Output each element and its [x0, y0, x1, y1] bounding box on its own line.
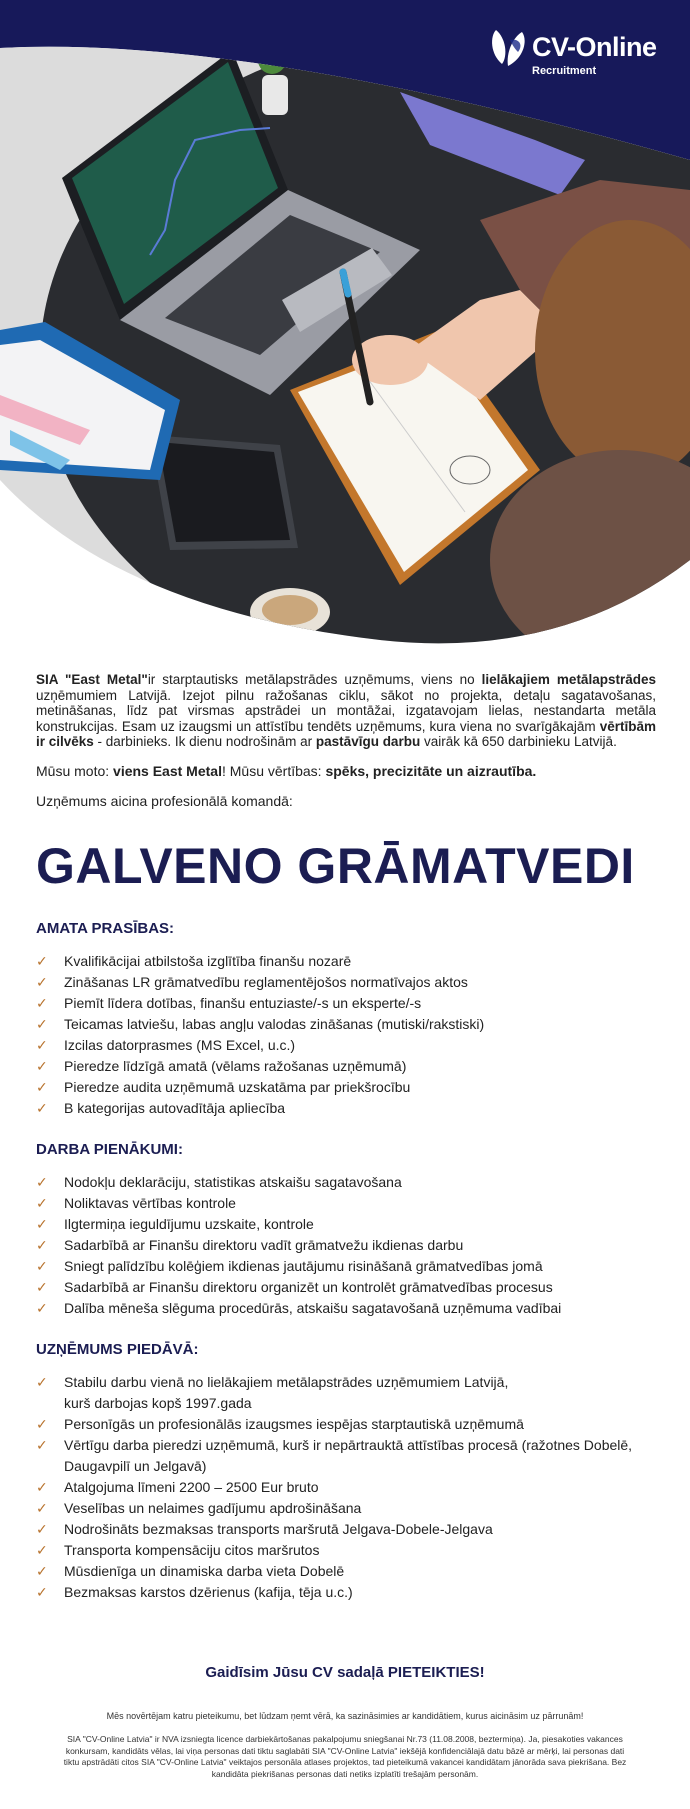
list-item: ✓ Vērtīgu darba pieredzi uzņēmumā, kurš ir nepārtrauktā attīstības procesā (ražotnes Dobelē, Daugavpilī un Jelgavā) — [36, 1436, 633, 1474]
invite-text: Uzņēmums aicina profesionālā komandā: — [36, 792, 293, 809]
check-icon: ✓ — [36, 1194, 48, 1211]
company-motto: Mūsu moto: viens East Metal! Mūsu vērtības: spēks, precizitāte un aizrautība. — [36, 762, 537, 779]
list-item: ✓ Personīgās un profesionālās izaugsmes iespējas starptautiskā uzņēmumā — [36, 1414, 656, 1435]
list-item: ✓ Mūsdienīga un dinamiska darba vieta Dobelē — [36, 1561, 656, 1582]
check-icon: ✓ — [36, 1583, 48, 1600]
list-item: ✓ Sniegt palīdzību kolēģiem ikdienas jautājumu risināšanā grāmatvedības jomā — [36, 1256, 656, 1277]
offers-heading: UZŅĒMUMS PIEDĀVĀ: — [36, 1340, 199, 1358]
cv-online-logo — [488, 24, 658, 80]
check-icon: ✓ — [36, 1099, 48, 1116]
list-item: ✓ Transporta kompensāciju citos maršrutos — [36, 1540, 656, 1561]
company-intro: SIA "East Metal"ir starptautisks metālapstrādes uzņēmums, viens no lielākajiem metālapstrādes uzņēmumiem Latvijā. Izejot pilnu ražošanas ciklu, sākot no projekta, detaļu sagatavošanas, metināšanas, līdz pat virsmas apstrādei un montāžai, izgatavojam lielas, nestandarta metāla konstrukcijas. Esam uz izaugsmi un attīstību tendēts uzņēmums, kura viena no svarīgākajām vērtībām ir cilvēks - darbinieks. Ik dienu nodrošinām ar pastāvīgu darbu vairāk kā 650 darbinieku Latvijā. — [36, 672, 656, 749]
duties-list — [36, 1172, 656, 1319]
list-item: ✓ Nodrošināts bezmaksas transports maršrutā Jelgava-Dobele-Jelgava — [36, 1519, 656, 1540]
list-item: ✓ Bezmaksas karstos dzērienus (kafija, tēja u.c.) — [36, 1582, 656, 1603]
job-title: GALVENO GRĀMATVEDI — [36, 837, 635, 894]
logo-subtitle: Recruitment — [532, 65, 597, 77]
footer-note: Mēs novērtējam katru pieteikumu, bet lūdzam ņemt vērā, ka sazināsimies ar kandidātiem, kurus aicināsim uz pārrunām! — [106, 1711, 584, 1721]
list-item: ✓ Sadarbībā ar Finanšu direktoru vadīt grāmatvežu ikdienas darbu — [36, 1235, 656, 1256]
logo-mark-icon — [488, 26, 528, 68]
check-icon: ✓ — [36, 952, 48, 969]
check-icon: ✓ — [36, 994, 48, 1011]
check-icon: ✓ — [36, 1173, 48, 1190]
check-icon: ✓ — [36, 973, 48, 990]
check-icon: ✓ — [36, 1478, 48, 1495]
requirements-heading: AMATA PRASĪBAS: — [36, 919, 175, 937]
check-icon: ✓ — [36, 1520, 48, 1537]
check-icon: ✓ — [36, 1057, 48, 1074]
list-item: ✓ Sadarbībā ar Finanšu direktoru organizēt un kontrolēt grāmatvedības procesus — [36, 1277, 656, 1298]
check-icon: ✓ — [36, 1562, 48, 1579]
check-icon: ✓ — [36, 1278, 48, 1295]
check-icon: ✓ — [36, 1257, 48, 1274]
apply-call-to-action: Gaidīsim Jūsu CV sadaļā PIETEIKTIES! — [205, 1664, 485, 1681]
list-item: ✓ Veselības un nelaimes gadījumu apdrošināšana — [36, 1498, 656, 1519]
check-icon: ✓ — [36, 1015, 48, 1032]
offers-list — [36, 1372, 656, 1603]
list-item: ✓ Pieredze līdzīgā amatā (vēlams ražošanas uzņēmumā) — [36, 1056, 656, 1077]
check-icon: ✓ — [36, 1036, 48, 1053]
check-icon: ✓ — [36, 1436, 48, 1453]
job-ad-content — [36, 672, 656, 1603]
check-icon: ✓ — [36, 1415, 48, 1432]
footer-legal: SIA "CV-Online Latvia" ir NVA izsniegta licence darbiekārtošanas pakalpojumu sniegšanai Nr.73 (11.08.2008, beztermiņa). Ja, piesakoties vakances konkursam, kandidāts vēlas, lai viņa personas dati tiktu saglabāti SIA "CV-Online Latvia" iekšējā konfidenciālajā datu bāzē ar mērķi, lai personas dati tiktu apstrādāti citos SIA "CV-Online Latvia" veiktajos personāla atlases projektos, tad pieteikumā vakancei kandidātam jānorāda sava piekrišana. Bez kandidāta piekrišanas personas dati netiks izplatīti trešajām personām. — [63, 1734, 627, 1779]
check-icon: ✓ — [36, 1499, 48, 1516]
list-item: ✓ Ilgtermiņa ieguldījumu uzskaite, kontrole — [36, 1214, 656, 1235]
company-name: SIA "East Metal" — [36, 672, 148, 687]
list-item: ✓ Nodokļu deklarāciju, statistikas atskaišu sagatavošana — [36, 1172, 656, 1193]
list-item: ✓ Izcilas datorprasmes (MS Excel, u.c.) — [36, 1035, 656, 1056]
check-icon: ✓ — [36, 1373, 48, 1390]
check-icon: ✓ — [36, 1541, 48, 1558]
check-icon: ✓ — [36, 1215, 48, 1232]
list-item: ✓ Piemīt līdera dotības, finanšu entuziaste/-s un eksperte/-s — [36, 993, 656, 1014]
list-item: ✓ Kvalifikācijai atbilstoša izglītība finanšu nozarē — [36, 951, 656, 972]
list-item: ✓ Atalgojuma līmeni 2200 – 2500 Eur bruto — [36, 1477, 656, 1498]
check-icon: ✓ — [36, 1236, 48, 1253]
list-item: ✓ Zināšanas LR grāmatvedību reglamentējošos normatīvajos aktos — [36, 972, 656, 993]
check-icon: ✓ — [36, 1078, 48, 1095]
list-item: ✓ Pieredze audita uzņēmumā uzskatāma par priekšrocību — [36, 1077, 656, 1098]
logo-name: CV-Online — [532, 32, 657, 62]
list-item: ✓ Stabilu darbu vienā no lielākajiem metālapstrādes uzņēmumiem Latvijā, kurš darbojas kopš 1997.gada — [36, 1373, 509, 1411]
list-item: ✓ B kategorijas autovadītāja apliecība — [36, 1098, 656, 1119]
list-item: ✓ Noliktavas vērtības kontrole — [36, 1193, 656, 1214]
requirements-list — [36, 951, 656, 1119]
duties-heading: DARBA PIENĀKUMI: — [36, 1140, 183, 1158]
list-item: ✓ Teicamas latviešu, labas angļu valodas zināšanas (mutiski/rakstiski) — [36, 1014, 656, 1035]
hero-photo — [0, 0, 690, 660]
list-item: ✓ Dalība mēneša slēguma procedūrās, atskaišu sagatavošanā uzņēmuma vadībai — [36, 1298, 656, 1319]
check-icon: ✓ — [36, 1299, 48, 1316]
